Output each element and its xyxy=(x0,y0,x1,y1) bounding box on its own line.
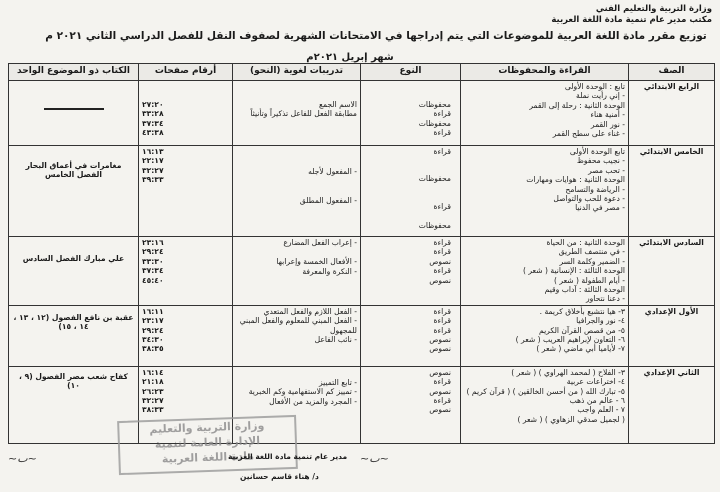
list-item: ٧- لأياميا أبي ماضي ( شعر ) xyxy=(536,344,625,354)
director-name: د/ هناء قاسم حسانين xyxy=(240,472,319,481)
col-header-reading: القراءة والمحفوظات xyxy=(461,64,629,81)
list-item: - مصر في الدنيا xyxy=(575,203,625,213)
ministry-name: وزارة التربية والتعليم الفني xyxy=(595,4,712,14)
list-item: ٤- نور والجرافيا xyxy=(576,316,625,326)
list-item: قراءة xyxy=(433,201,451,211)
pages-cell xyxy=(139,146,233,237)
table-row xyxy=(9,81,715,146)
reading-cell xyxy=(461,146,629,237)
list-item: - الفعل المبني للمعلوم والفعل المبني للمجهول xyxy=(239,316,357,335)
list-item: - تحب مصر xyxy=(588,165,625,175)
director-title: مدير عام تنمية مادة اللغة العربية xyxy=(228,452,348,461)
document-title: توزيع مقرر مادة اللغة العربية للموضوعات التي يتم إدراجها في الامتحانات الشهرية لصفوف النقل للفصل الدراسي الثاني ٢٠٢١ م xyxy=(45,30,707,42)
list-item: قراءة xyxy=(433,316,451,326)
list-item: ٧ - العلم واجب xyxy=(577,405,625,415)
type-cell xyxy=(361,366,461,443)
list-item: قراءة xyxy=(433,128,451,138)
col-header-grammar: تدريبات لغوية (النحو) xyxy=(233,64,361,81)
grammar-cell xyxy=(233,305,361,366)
list-item: قراءة xyxy=(433,325,451,335)
grade-cell: الأول الإعدادي xyxy=(629,305,715,366)
reading-cell xyxy=(461,366,629,443)
book-title: كفاح شعب مصر الفصول (٩ ، ١٠) xyxy=(19,371,128,391)
grade-cell: السادس الابتدائي xyxy=(629,237,715,306)
grammar-cell xyxy=(233,81,361,146)
list-item: الاسم الجمع xyxy=(318,100,357,109)
list-item: نصوص xyxy=(429,256,451,266)
ministry-header xyxy=(551,4,712,26)
list-item: - أيام الطفولة ( شعر ) xyxy=(554,275,625,285)
list-item: ٤٣:٣٨ xyxy=(142,128,164,138)
list-item: ٣٣:٢٨ xyxy=(142,109,164,119)
list-item: نصوص xyxy=(429,335,451,345)
reading-cell xyxy=(461,237,629,306)
list-item: نصوص xyxy=(429,405,451,415)
list-item: نصوص xyxy=(429,386,451,396)
list-item: نصوص xyxy=(429,367,451,377)
list-item: - تمييز كم الاستفهامية وكم الخبرية xyxy=(248,387,357,397)
signature-mark: ~ٮ~ xyxy=(360,452,389,465)
list-item: ٢٩:٢٤ xyxy=(142,325,164,335)
list-item: - نائب الفاعل xyxy=(314,335,357,345)
list-item: - دعوة للحب والتواصل xyxy=(553,194,625,204)
official-stamp xyxy=(117,415,298,475)
list-item: - الضمير وكلمة السر xyxy=(559,256,625,266)
list-item: ٤٥:٤٠ xyxy=(142,275,164,285)
list-item: قراءة xyxy=(433,147,451,156)
list-item: محفوظات xyxy=(418,118,451,128)
list-item: ٢٣:١٦ xyxy=(142,238,164,247)
table-row xyxy=(9,305,715,366)
col-header-book: الكتاب ذو الموضوع الواحد xyxy=(9,64,139,81)
table-row xyxy=(9,146,715,237)
list-item: ٢٧:٢٠ xyxy=(142,100,164,109)
list-item: ١٦:١٤ xyxy=(142,367,164,377)
col-header-type: النوع xyxy=(361,64,461,81)
list-item: نصوص xyxy=(429,344,451,354)
stamp-line: وزارة التربية والتعليم xyxy=(149,419,265,437)
list-item: الوحدة الثالثة : الإنسانية ( شعر ) xyxy=(522,266,625,276)
list-item: - النكرة والمعرفة xyxy=(302,266,357,276)
list-item: ٤- اختراعات عربية xyxy=(566,377,625,387)
grammar-cell xyxy=(233,237,361,306)
list-item: ٢٣:١٧ xyxy=(142,316,164,326)
list-item: - المفعول المطلق xyxy=(299,196,357,206)
list-item: - الفعل اللازم والفعل المتعدي xyxy=(263,306,357,316)
list-item: ٣- هيا نتشبع بأخلاق كريمة . xyxy=(539,306,625,316)
list-item: الوحدة الثانية : رحلة إلى القمر xyxy=(529,100,625,110)
list-item: قراءة xyxy=(433,238,451,247)
list-item: ٣٤:٣٠ xyxy=(142,335,164,345)
book-cell xyxy=(9,146,139,237)
curriculum-table xyxy=(8,63,715,444)
list-item: قراءة xyxy=(433,377,451,387)
list-item: قراءة xyxy=(433,247,451,257)
list-item: - تابع التمييز xyxy=(318,377,357,387)
grammar-cell xyxy=(233,146,361,237)
signature-mark: ~ٮ~ xyxy=(8,452,37,465)
list-item: نصوص xyxy=(429,275,451,285)
list-item: محفوظات xyxy=(418,221,451,231)
list-item: محفوظات xyxy=(418,174,451,184)
list-item: تابع الوحدة الأولى xyxy=(569,147,625,156)
stamp-line: مادة اللغة العربية xyxy=(161,449,255,466)
col-header-grade: الصف xyxy=(629,64,715,81)
grade-cell: الخامس الابتدائي xyxy=(629,146,715,237)
col-header-pages: أرقام صفحات xyxy=(139,64,233,81)
list-item: ٣- الفلاح ( لمحمد الهراوي ) ( شعر ) xyxy=(511,367,625,377)
list-item: الوحدة الثانية : هوايات ومهارات xyxy=(526,175,625,185)
empty-dash xyxy=(44,108,104,110)
type-cell xyxy=(361,146,461,237)
list-item: ٣٨:٣٥ xyxy=(142,344,164,354)
type-cell xyxy=(361,81,461,146)
pages-cell xyxy=(139,305,233,366)
list-item: - أمنية هناء xyxy=(590,110,625,120)
list-item: - إني رأيت نملة xyxy=(576,91,625,101)
grade-cell: الرابع الابتدائي xyxy=(629,81,715,146)
list-item: ٣٨:٣٣ xyxy=(142,405,164,415)
list-item: - في منتصف الطريق xyxy=(558,247,625,257)
list-item: ٢٢:١٧ xyxy=(142,156,164,166)
list-item: ٦ - عالم من ذهب xyxy=(569,396,625,406)
list-item: ٥- من قصص القرآن الكريم xyxy=(539,325,625,335)
list-item: ٢٦:٢٣ xyxy=(142,386,164,396)
reading-cell xyxy=(461,305,629,366)
list-item: - المجرد والمزيد من الأفعال xyxy=(269,396,357,406)
list-item: ٣٧:٣٤ xyxy=(142,266,164,276)
list-item: - نجيب محفوظ xyxy=(576,156,625,166)
list-item: ٣٩:٣٣ xyxy=(142,175,164,185)
book-cell xyxy=(9,237,139,306)
list-item: ٦- التعاون لإبراهيم العريب ( شعر ) xyxy=(515,335,625,345)
book-cell xyxy=(9,81,139,146)
list-item: - غناء على سطح القمر xyxy=(552,129,625,139)
list-item: ٣٢:٢٧ xyxy=(142,396,164,406)
list-item: مطابقة الفعل للفاعل تذكيراً وتأنيثاً xyxy=(250,109,357,119)
list-item: - الرياضة والتسامح xyxy=(565,184,625,194)
list-item: الوحدة الثانية : من الحياة xyxy=(546,238,625,247)
list-item: ٣٧:٣٤ xyxy=(142,118,164,128)
list-item: قراءة xyxy=(433,396,451,406)
list-item: ٢١:١٨ xyxy=(142,377,164,387)
list-item: - دعنا نتحاور xyxy=(585,294,625,304)
grade-cell: الثاني الإعدادي xyxy=(629,366,715,443)
book-cell xyxy=(9,305,139,366)
book-title: مغامرات في أعماق البحار الفصل الخامس xyxy=(25,161,122,180)
type-cell xyxy=(361,237,461,306)
table-row xyxy=(9,366,715,443)
list-item: - الأفعال الخمسة وإعرابها xyxy=(276,257,357,267)
list-item: - إعراب الفعل المضارع xyxy=(283,238,357,247)
list-item: - نور القمر xyxy=(590,119,625,129)
book-title: عقبة بن نافع الفصول (١٢ ، ١٣ ، ١٤ ، ١٥) xyxy=(13,312,134,332)
list-item: ٣٢:٢٧ xyxy=(142,165,164,175)
table-header-row xyxy=(9,64,715,81)
list-item: قراءة xyxy=(433,266,451,276)
book-title: علي مبارك الفصل السادس xyxy=(22,254,125,263)
list-item: الوحدة الثالثة : آداب وقيم xyxy=(544,285,625,295)
list-item: ١٦:١١ xyxy=(142,306,164,316)
pages-cell xyxy=(139,81,233,146)
list-item: - المفعول لأجله xyxy=(308,167,357,176)
list-item: تابع : الوحدة الأولى xyxy=(564,82,625,91)
list-item: قراءة xyxy=(433,109,451,119)
reading-cell xyxy=(461,81,629,146)
list-item: ٥- تبارك الله ( من أحسن الخالقين ) ( قرآن كريم ) xyxy=(466,386,625,396)
pages-cell xyxy=(139,237,233,306)
list-item: ١٦:١٣ xyxy=(142,147,164,156)
list-item: محفوظات xyxy=(418,100,451,109)
type-cell xyxy=(361,305,461,366)
office-name: مكتب مدير عام تنمية مادة اللغة العربية xyxy=(551,15,712,25)
table-row xyxy=(9,237,715,306)
stamp-line: الإدارة العامة لتنمية xyxy=(154,434,261,451)
list-item: ( لجميل صدقي الزهاوي ) ( شعر ) xyxy=(517,414,625,424)
list-item: قراءة xyxy=(433,306,451,316)
list-item: ٢٩:٢٤ xyxy=(142,247,164,257)
list-item: ٣٣:٣٠ xyxy=(142,256,164,266)
month-heading: شهر إبريل ٢٠٢١م xyxy=(306,52,394,63)
